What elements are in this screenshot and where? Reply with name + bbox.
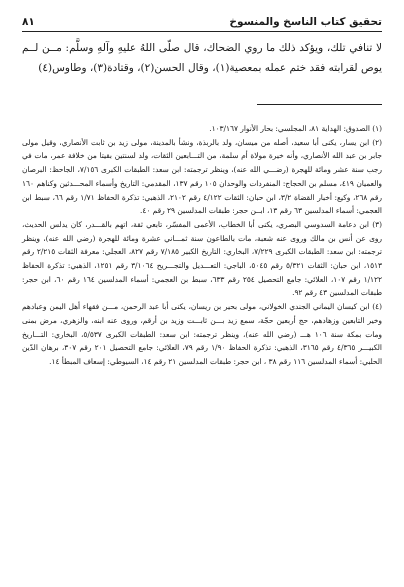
book-title: تحقيق كتاب الناسخ والمنسوخ <box>229 16 382 28</box>
footnote-3 <box>22 218 382 300</box>
footnote-number: (٣) <box>372 219 382 229</box>
footnote-separator <box>257 104 382 105</box>
footnote-number: (١) <box>372 124 382 133</box>
footnote-4 <box>22 300 382 369</box>
page-number: ٨١ <box>22 16 35 28</box>
footnote-number: (٢) <box>372 137 382 147</box>
footnote-2 <box>22 136 382 218</box>
footnote-text: ابن كيسان اليماني الجندي الخولاني، مولى بحير بن ريسان، يكنى أبا عبد الرحمن، مـــن فقهاء أهل اليمن وعبادهم وخير التابعين وزهادهم، حج أربعين حجّة، سمع زيد بـــن ثابـــت وزيد بن أرقم، وروى عنه ابنه، والزهري، مرض بمنى ومات بمكة سنة ١٠٦ هـــ (رضي الله عنه)، وينظر ترجمته: ابن سعد: الطبقات الكبرى ٥/٥٣٧، البخاري: التـــاريخ الكبيـــر ٤/٣٦٥ رقم ٣١٦٥، الذهبي: تذكرة الحفاظ ١/٩٠ رقم ٧٩، العلائي: جامع التحصيل ٢٠١ رقم ٣٠٧، برهان الدّين الحلبي: أسماء المدلسين ١١٦ رقم ٣٨ ، ابن حجر: طبقات المدلسين ٢١ رقم ١٤، السيوطي: إسعاف المبطأ ١٤. <box>22 302 382 366</box>
main-paragraph: لا تنافي تلك، ويؤكد ذلك ما روي الضحاك، قال صلّى اللهُ عليهِ وآلهِ وسلَّم: مــن لــم يوص لقرابته فقد ختم عمله بمعصية(١)، وقال الحسن(٢)، وقتادة(٣)، وطاوس(٤) <box>22 42 382 74</box>
footnote-1 <box>22 122 382 136</box>
main-text <box>22 38 382 78</box>
page-header <box>22 6 382 32</box>
footnote-text: الصدوق: الهداية ٨١، المجلسي: بحار الأنوار ١٠٣/١٦٧. <box>209 124 370 133</box>
footnote-text: ابن دعامة السدوسي البصري، يكنى أبا الخطاب، الأعمى المفسّر، تابعي ثقة، اتهم بالقـــدر، كان يدلس الحديث، روى عن أنس بن مالك وروى عنه شعبة، مات بالطاعون سنة ثمـــاني عشرة ومائة للهجرة (رضي الله عنه)، وينظر ترجمته: ابن سعد: الطبقات الكبرى ٧/٢٢٩، البخاري: التاريخ الكبير ٧/١٨٥ رقم ٨٢٧، العجلي: معرفة الثقات ٢/٢١٥ رقم ١٥١٣، ابن حبان: الثقات ٥/٣٢١ رقم ٥٠٤٥، الباجي: التعـــديل والتجـــريح ٣/١٠٦٤ رقم ١٢٥١، الذهبي: تذكرة الحفاظ ١/١٢٢ رقم ١٠٧، العلائي: جامع التحصيل ٢٥٤ رقم ٦٣٣، سبط بن العجمي: أسماء المدلسين ١٦٤ رقم ٦٠، ابن حجر: طبقات المدلسين ٤٣ رقم ٩٢. <box>22 219 382 298</box>
footnote-text: ابن يسار، يكنى أبا سعيد، أصله من ميسان، ولد بالربذة، ونشأ بالمدينة، مولى زيد بن ثابت الأنصاري، وقيل مولى جابر بن عبد الله الأنصاري، وأنه خيرة مولاة أم سلمة، من التـــابعين الثقات، ولد لسنتين بقيتا من خلافة عمر، مات في رجب سنة عشر ومائة للهجرة (رضـــي الله عنه)، وينظر ترجمته: ابن سعد: الطبقات الكبرى ٧/١٥٦، الجاحظ: البرصان والعميان ٤١٩، مسلم بن الحجاج: المنفردات والوحدان ١٠٥ رقم ١٣٧، المقدمي: التاريخ وأسماء المحـــدثين وكناهم ١٦٠ رقم ٢٦٨، وكيع: أخبار القضاة ٣/٢، ابن حبان: الثقات ٤/١٢٢ رقم ٢١٠٢، الذهبي: تذكرة الحفاظ ١/٧١ رقم ٦٦، سبط ابن العجمي: أسماء المدلسين ٦٣ رقم ١٣، ابــن حجر: طبقات المدلسين ٢٩ رقم ٤٠. <box>22 137 382 216</box>
footnote-number: (٤) <box>372 302 382 312</box>
footnotes <box>22 122 382 369</box>
